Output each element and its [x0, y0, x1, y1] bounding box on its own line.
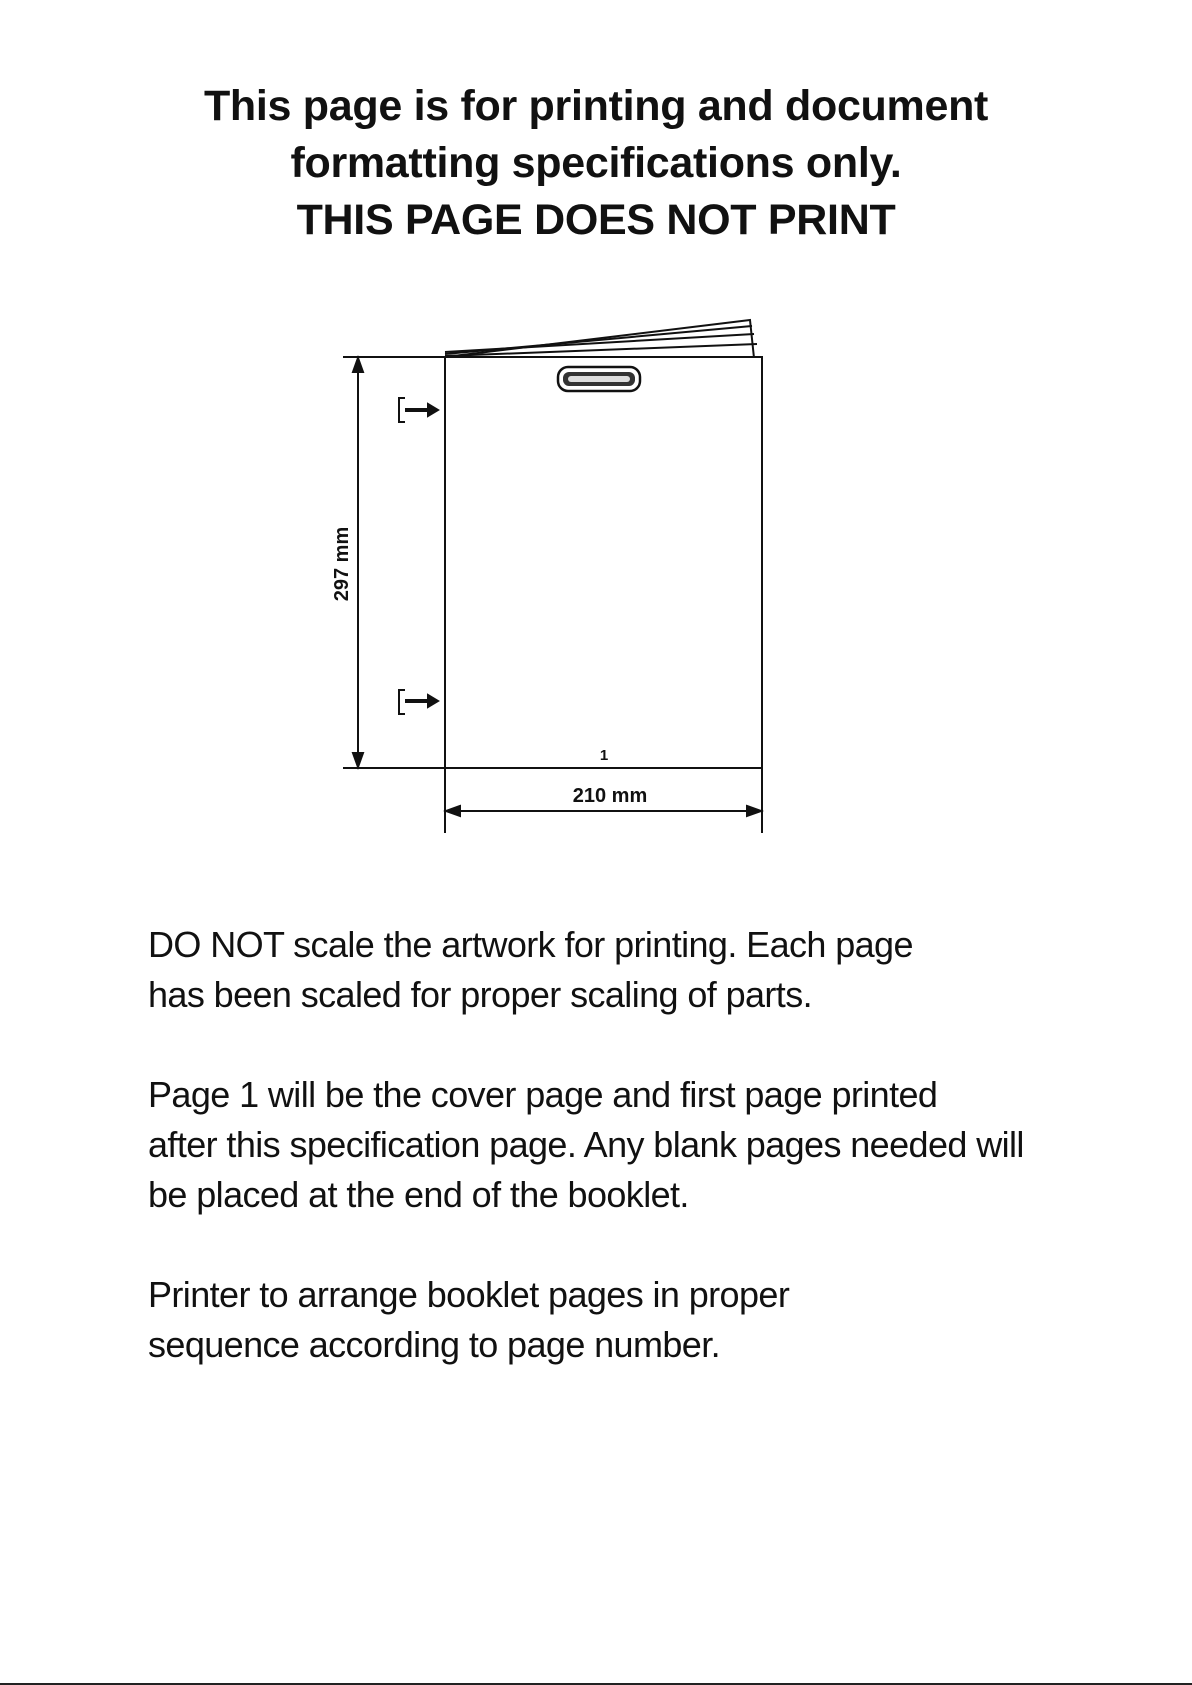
instruction-cover-line-3: be placed at the end of the booklet. [148, 1174, 689, 1215]
booklet-diagram [0, 300, 1192, 860]
instruction-scaling-line-2: has been scaled for proper scaling of parts. [148, 974, 812, 1015]
page-header [0, 78, 1192, 249]
binding-arrow-bottom-icon [399, 690, 438, 714]
header-line-2: formatting specifications only. [290, 139, 902, 187]
page-number-label: 1 [599, 747, 609, 764]
header-line-1: This page is for printing and document [203, 82, 989, 130]
instruction-cover-page [148, 1070, 1158, 1220]
instruction-cover-line-1: Page 1 will be the cover page and first page printed [148, 1074, 938, 1115]
instruction-scaling-line-1-rest: scale the artwork for printing. Each page [283, 924, 913, 965]
instruction-sequence-line-2: sequence according to page number. [148, 1324, 721, 1365]
logo-badge-icon [558, 367, 640, 391]
instruction-cover-line-2: after this specification page. Any blank pages needed will [148, 1124, 1024, 1165]
instruction-sequence [148, 1270, 1158, 1370]
width-label: 210 mm [572, 785, 648, 807]
height-label: 297 mm [331, 526, 353, 602]
binding-arrow-top-icon [399, 398, 438, 422]
instructions [148, 920, 1158, 1420]
instruction-scaling [148, 920, 1158, 1020]
header-line-3: THIS PAGE DOES NOT PRINT [296, 196, 896, 244]
booklet-front-page [445, 357, 762, 768]
instruction-sequence-line-1: Printer to arrange booklet pages in proper [148, 1274, 790, 1315]
instruction-scaling-line-1 [148, 920, 1158, 970]
emphasis-do-not: DO NOT [148, 924, 284, 965]
